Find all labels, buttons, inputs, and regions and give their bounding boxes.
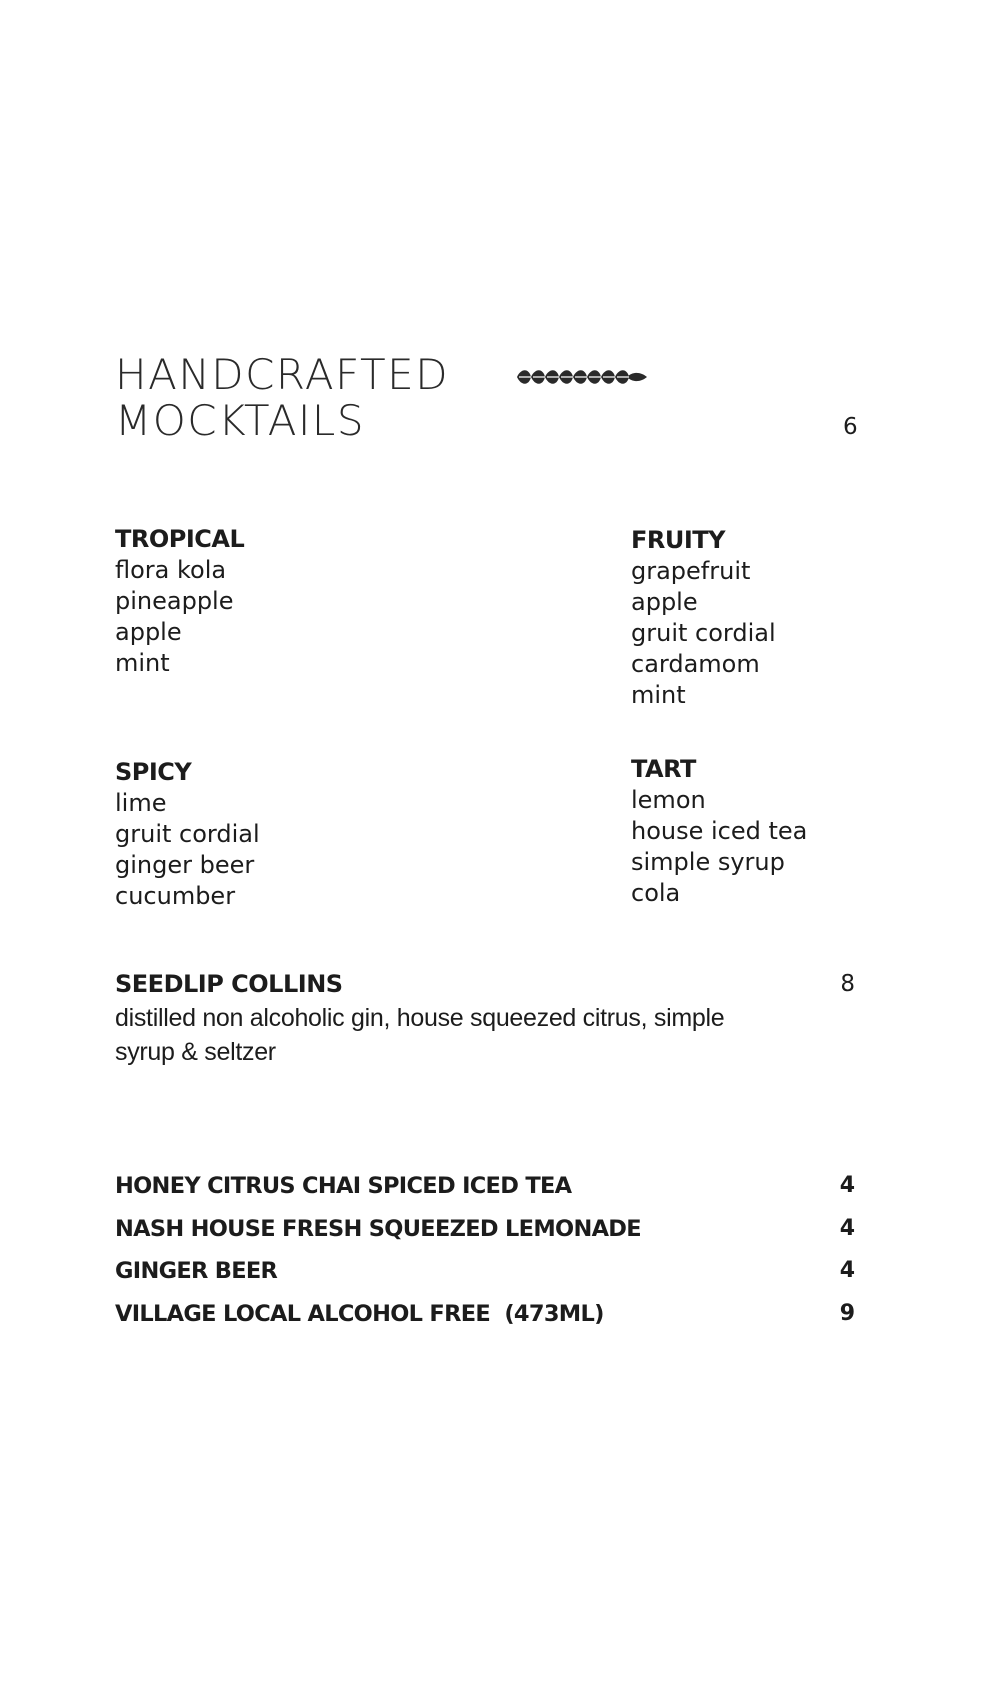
ingredient: lemon <box>631 786 706 814</box>
ingredient: cucumber <box>115 882 236 910</box>
ingredient: grapefruit <box>631 557 751 585</box>
item-name: SEEDLIP COLLINS <box>115 970 343 998</box>
menu-section-title <box>115 352 449 444</box>
ingredient: gruit cordial <box>115 820 260 848</box>
ingredient: apple <box>631 588 698 616</box>
drinks-list <box>115 1169 855 1339</box>
item-price: 8 <box>840 971 855 997</box>
drink-price: 4 <box>839 1215 855 1241</box>
ingredient-list <box>115 788 435 912</box>
ingredient: pineapple <box>115 587 234 615</box>
ingredient: cola <box>631 879 681 907</box>
section-price: 6 <box>843 414 858 440</box>
seedlip-collins-item <box>115 968 855 1069</box>
drink-row <box>115 1169 855 1212</box>
ingredient: apple <box>115 618 182 646</box>
drink-row <box>115 1297 855 1340</box>
item-description: distilled non alcoholic gin, house squeezed citrus, simple syrup & seltzer <box>115 1004 725 1066</box>
drink-row <box>115 1254 855 1297</box>
ingredient: house iced tea <box>631 817 808 845</box>
ingredient-list <box>115 555 435 679</box>
drink-price: 9 <box>839 1300 855 1326</box>
mocktail-name: FRUITY <box>631 526 726 554</box>
drink-price: 4 <box>839 1258 855 1283</box>
mocktail-tart <box>631 754 951 909</box>
mocktail-spicy <box>115 757 435 912</box>
mocktail-tropical <box>115 524 435 679</box>
ingredient-list <box>631 785 951 909</box>
drink-row <box>115 1212 855 1255</box>
wheat-sprig-icon <box>515 364 650 390</box>
title-line-1: HANDCRAFTED <box>115 350 450 399</box>
title-line-2: MOCKTAILS <box>115 396 365 445</box>
ingredient: gruit cordial <box>631 619 776 647</box>
drink-price: 4 <box>839 1173 855 1198</box>
mocktail-name: SPICY <box>115 758 192 786</box>
mocktail-name: TROPICAL <box>115 525 245 553</box>
ingredient: mint <box>115 649 170 677</box>
drink-name: NASH HOUSE FRESH SQUEEZED LEMONADE <box>115 1215 641 1242</box>
ingredient: lime <box>115 789 167 817</box>
mocktail-fruity <box>631 525 951 711</box>
drink-name: VILLAGE LOCAL ALCOHOL FREE (473ML) <box>115 1300 604 1327</box>
drink-name: GINGER BEER <box>115 1258 278 1284</box>
ingredient: cardamom <box>631 650 760 678</box>
ingredient: simple syrup <box>631 848 785 876</box>
mocktail-name: TART <box>631 755 696 783</box>
ingredient: ginger beer <box>115 851 255 879</box>
ingredient: mint <box>631 681 686 709</box>
drink-name: HONEY CITRUS CHAI SPICED ICED TEA <box>115 1173 572 1199</box>
ingredient: flora kola <box>115 556 227 584</box>
ingredient-list <box>631 556 951 711</box>
